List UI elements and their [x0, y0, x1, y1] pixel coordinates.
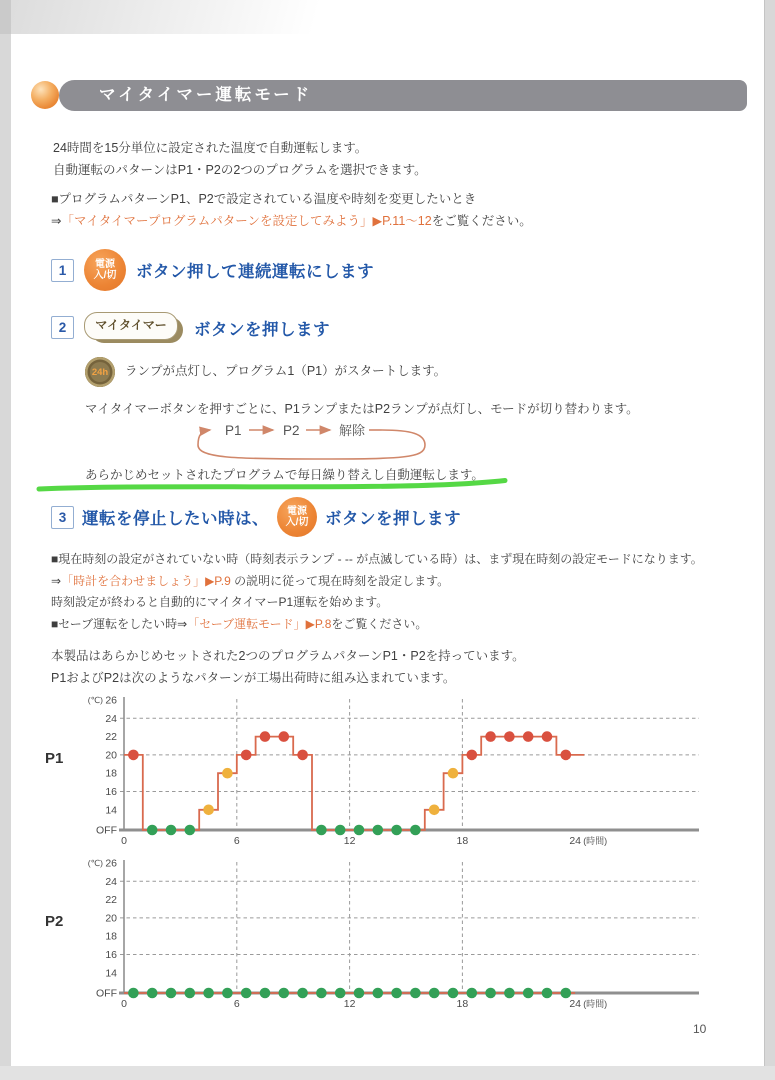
marker-underline-stroke	[39, 481, 505, 490]
step-2-number-badge: 2	[51, 316, 74, 339]
svg-text:26: 26	[105, 857, 117, 870]
note-line-1: ■現在時刻の設定がされていない時（時刻表示ランプ - -- が点滅している時）は、まず現在時刻の設定モードになります。	[51, 552, 703, 566]
note-line-4-suffix: をご覧ください。	[331, 616, 428, 631]
power-button-icon	[84, 249, 126, 291]
program-intro	[51, 645, 525, 689]
clock-setting-reference: 「時計を合わせましょう」▶P.9	[61, 573, 231, 588]
step-1-heading: ボタン押して連続運転にします	[136, 263, 374, 281]
power-button-icon	[277, 497, 317, 537]
svg-text:(℃): (℃)	[87, 858, 103, 868]
step-3-heading-before: 運転を停止したい時は、	[82, 510, 269, 528]
svg-text:26: 26	[105, 694, 117, 707]
notes-block	[51, 549, 703, 635]
note-line-2-suffix: の説明に従って現在時刻を設定します。	[230, 573, 450, 588]
svg-text:(時間): (時間)	[583, 999, 608, 1009]
svg-text:14: 14	[105, 967, 117, 980]
cycle-item-release: 解除	[339, 423, 366, 438]
svg-text:24: 24	[569, 835, 582, 847]
power-icon-label-bottom: 入/切	[93, 270, 117, 281]
chart-p2-label: P2	[45, 913, 64, 930]
page-title: マイタイマー運転モード	[99, 86, 313, 104]
svg-text:16: 16	[105, 949, 117, 961]
timer-24h-lamp-icon	[85, 357, 115, 387]
program-intro-line-2: P1およびP2は次のようなパターンが工場出荷時に組み込まれています。	[51, 671, 456, 685]
step-1-number-badge: 1	[51, 259, 74, 282]
svg-text:18: 18	[105, 930, 117, 943]
arrow-symbol: ⇒	[51, 573, 62, 588]
chart-p2	[67, 853, 767, 1015]
save-mode-reference: 「セーブ運転モード」▶P.8	[187, 616, 332, 631]
mytimer-button-illustration	[84, 312, 184, 343]
svg-text:(℃): (℃)	[87, 695, 103, 705]
lamp-line-text: ランプが点灯し、プログラム1（P1）がスタートします。	[125, 364, 447, 379]
svg-text:0: 0	[121, 998, 127, 1010]
step-1-row	[51, 249, 374, 291]
note-line-4	[51, 614, 703, 636]
change-note-suffix: をご覧ください。	[431, 213, 532, 228]
chart-p1-label: P1	[45, 750, 64, 767]
svg-text:14: 14	[105, 804, 117, 817]
svg-text:12: 12	[343, 835, 356, 847]
svg-text:6: 6	[233, 835, 240, 847]
change-note-line-1: ■プログラムパターンP1、P2で設定されている温度や時刻を変更したいとき	[51, 192, 477, 206]
svg-text:OFF: OFF	[96, 987, 117, 1000]
intro-paragraph	[53, 138, 427, 181]
svg-text:18: 18	[105, 767, 117, 780]
step-3-heading-after: ボタンを押します	[325, 510, 461, 528]
mode-switch-line: マイタイマーボタンを押すごとに、P1ランプまたはP2ランプが点灯し、モードが切り替わります。	[85, 402, 639, 416]
power-icon-label-top: 電源	[95, 259, 115, 270]
cycle-item-p1: P1	[225, 423, 242, 438]
svg-text:24: 24	[569, 998, 582, 1010]
note-line-3: 時刻設定が終わると自動的にマイタイマーP1運転を始めます。	[51, 595, 389, 609]
intro-line-1: 24時間を15分単位に設定された温度で自動運転します。	[53, 141, 368, 155]
page-body	[11, 0, 765, 1066]
step-3-number-badge: 3	[51, 506, 74, 529]
svg-text:0: 0	[121, 835, 127, 847]
arrow-symbol: ⇒	[51, 213, 62, 228]
change-note	[51, 189, 532, 232]
change-note-reference: 「マイタイマープログラムパターンを設定してみよう」▶P.11～12	[61, 213, 432, 228]
cycle-item-p2: P2	[283, 423, 300, 438]
svg-text:OFF: OFF	[96, 824, 117, 837]
mode-cycle-diagram	[189, 420, 439, 466]
svg-text:18: 18	[456, 835, 469, 847]
scan-edge-bottom	[0, 1066, 775, 1080]
intro-line-2: 自動運転のパターンはP1・P2の2つのプログラムを選択できます。	[53, 162, 427, 177]
note-line-2	[51, 571, 703, 593]
power-icon-label-bottom: 入/切	[285, 517, 309, 528]
mytimer-button-label: マイタイマー	[84, 312, 178, 340]
svg-text:18: 18	[456, 998, 469, 1010]
change-note-line-2	[51, 211, 532, 233]
page-number: 10	[693, 1022, 707, 1036]
marker-underline	[33, 477, 533, 497]
note-line-4-prefix: ■セーブ運転をしたい時⇒	[51, 616, 188, 631]
step-2-heading: ボタンを押します	[194, 320, 330, 339]
auto-repeat-line: あらかじめセットされたプログラムで毎日繰り替えし自動運転します。	[85, 468, 484, 482]
lamp-row	[85, 357, 446, 387]
svg-text:(時間): (時間)	[583, 836, 608, 846]
svg-text:12: 12	[343, 998, 356, 1010]
section-bullet-sphere	[31, 81, 59, 109]
program-intro-line-1: 本製品はあらかじめセットされた2つのプログラムパターンP1・P2を持っています。	[51, 649, 525, 663]
svg-text:22: 22	[105, 731, 117, 744]
step-3-row	[51, 497, 461, 537]
svg-text:22: 22	[105, 894, 117, 907]
section-header-bar	[59, 80, 747, 111]
svg-text:24: 24	[105, 875, 117, 888]
power-icon-label-top: 電源	[287, 506, 307, 517]
svg-text:6: 6	[233, 998, 240, 1010]
svg-text:24: 24	[105, 712, 117, 725]
lamp-icon-label: 24h	[91, 366, 109, 378]
svg-text:20: 20	[105, 912, 117, 925]
svg-text:20: 20	[105, 749, 117, 762]
svg-text:16: 16	[105, 786, 117, 798]
chart-p1	[67, 690, 767, 852]
step-2-row	[51, 312, 330, 343]
